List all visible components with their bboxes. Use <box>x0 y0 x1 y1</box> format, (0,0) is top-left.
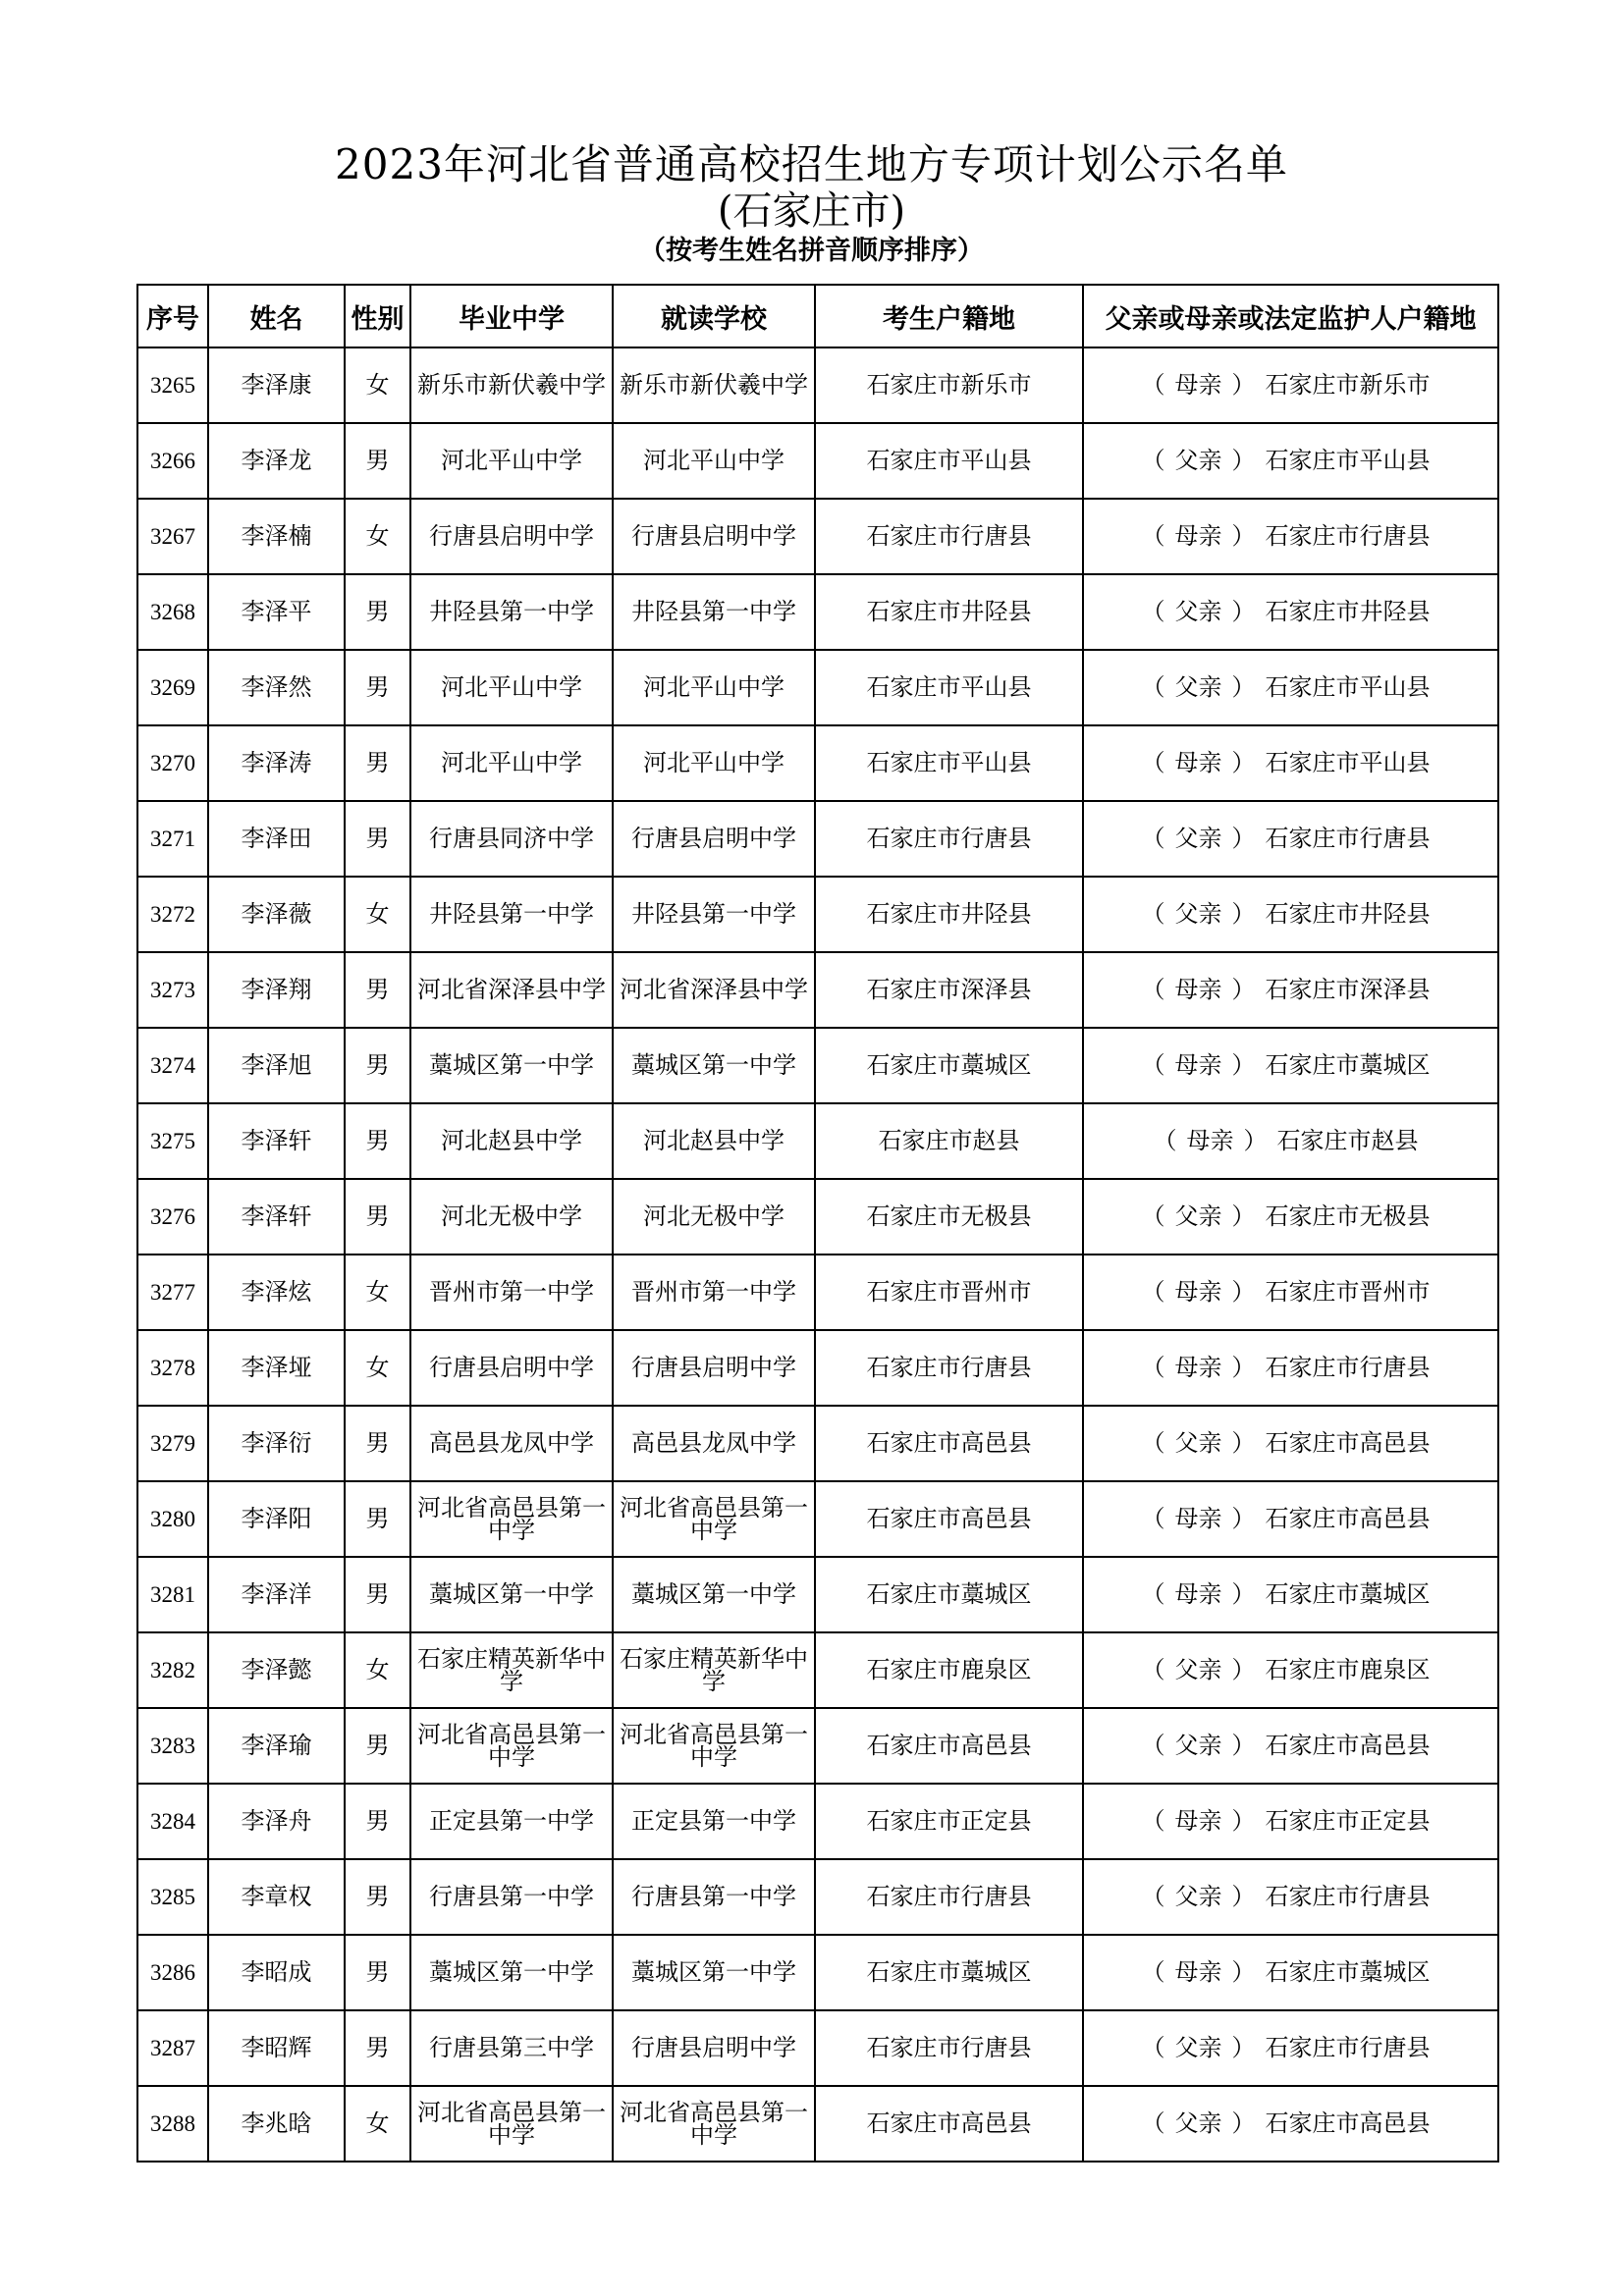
current-school-cell: 行唐县第一中学 <box>613 1859 815 1935</box>
guardian-hukou-cell: （ 母亲 ） 石家庄市藁城区 <box>1083 1028 1498 1103</box>
guardian-relation: 父亲 <box>1174 2034 1222 2061</box>
student-hukou-cell: 石家庄市鹿泉区 <box>815 1632 1083 1708</box>
guardian-hukou-cell: （ 父亲 ） 石家庄市高邑县 <box>1083 2086 1498 2162</box>
student-name-cell: 李昭成 <box>208 1935 345 2010</box>
guardian-relation: 父亲 <box>1174 598 1222 625</box>
gender-cell: 男 <box>345 423 410 499</box>
current-school-cell: 石家庄精英新华中学 <box>613 1632 815 1708</box>
guardian-hukou: 石家庄市高邑县 <box>1265 2109 1431 2137</box>
student-hukou-cell: 石家庄市高邑县 <box>815 1406 1083 1481</box>
current-school-cell: 井陉县第一中学 <box>613 877 815 952</box>
student-hukou-cell: 石家庄市井陉县 <box>815 877 1083 952</box>
guardian-hukou-cell: （ 父亲 ） 石家庄市行唐县 <box>1083 1859 1498 1935</box>
guardian-hukou: 石家庄市行唐县 <box>1265 1883 1431 1910</box>
guardian-hukou: 石家庄市高邑县 <box>1265 1732 1431 1759</box>
seq-number-cell: 3276 <box>137 1179 208 1255</box>
seq-number-cell: 3288 <box>137 2086 208 2162</box>
guardian-hukou: 石家庄市无极县 <box>1265 1202 1431 1230</box>
seq-number-cell: 3270 <box>137 725 208 801</box>
gender-cell: 女 <box>345 1632 410 1708</box>
graduate-school-cell: 河北平山中学 <box>410 650 613 725</box>
student-hukou-cell: 石家庄市无极县 <box>815 1179 1083 1255</box>
student-name-cell: 李泽衍 <box>208 1406 345 1481</box>
student-hukou-cell: 石家庄市正定县 <box>815 1784 1083 1859</box>
seq-number-cell: 3269 <box>137 650 208 725</box>
seq-number-cell: 3287 <box>137 2010 208 2086</box>
student-hukou-cell: 石家庄市行唐县 <box>815 1330 1083 1406</box>
seq-number-cell: 3279 <box>137 1406 208 1481</box>
graduate-school-cell: 河北平山中学 <box>410 725 613 801</box>
guardian-relation: 父亲 <box>1174 673 1222 701</box>
guardian-hukou-cell: （ 母亲 ） 石家庄市行唐县 <box>1083 499 1498 574</box>
guardian-relation: 母亲 <box>1174 1278 1222 1306</box>
student-hukou-cell: 石家庄市行唐县 <box>815 1859 1083 1935</box>
gender-cell: 男 <box>345 650 410 725</box>
guardian-relation: 父亲 <box>1174 1429 1222 1457</box>
gender-cell: 男 <box>345 2010 410 2086</box>
gender-cell: 女 <box>345 499 410 574</box>
current-school-cell: 河北平山中学 <box>613 650 815 725</box>
guardian-hukou-cell: （ 母亲 ） 石家庄市正定县 <box>1083 1784 1498 1859</box>
guardian-hukou: 石家庄市藁城区 <box>1265 1580 1431 1608</box>
table-header-row <box>137 285 1498 347</box>
guardian-hukou-cell: （ 母亲 ） 石家庄市平山县 <box>1083 725 1498 801</box>
column-header: 考生户籍地 <box>815 285 1083 347</box>
sort-note: （按考生姓名拼音顺序排序） <box>639 236 984 266</box>
graduate-school-cell: 河北平山中学 <box>410 423 613 499</box>
current-school-cell: 藁城区第一中学 <box>613 1028 815 1103</box>
student-hukou-cell: 石家庄市赵县 <box>815 1103 1083 1179</box>
student-name-cell: 李泽洋 <box>208 1557 345 1632</box>
seq-number-cell: 3273 <box>137 952 208 1028</box>
column-header: 姓名 <box>208 285 345 347</box>
seq-number-cell: 3275 <box>137 1103 208 1179</box>
guardian-relation: 母亲 <box>1174 976 1222 1003</box>
student-hukou-cell: 石家庄市平山县 <box>815 423 1083 499</box>
page-subtitle: (石家庄市) <box>717 188 906 234</box>
student-name-cell: 李泽轩 <box>208 1179 345 1255</box>
student-name-cell: 李泽薇 <box>208 877 345 952</box>
student-name-cell: 李泽瑜 <box>208 1708 345 1784</box>
graduate-school-cell: 河北无极中学 <box>410 1179 613 1255</box>
table-row <box>137 1859 1498 1935</box>
student-hukou-cell: 石家庄市藁城区 <box>815 1557 1083 1632</box>
column-header: 父亲或母亲或法定监护人户籍地 <box>1083 285 1498 347</box>
gender-cell: 女 <box>345 347 410 423</box>
seq-number-cell: 3272 <box>137 877 208 952</box>
gender-cell: 男 <box>345 1935 410 2010</box>
table-row <box>137 499 1498 574</box>
guardian-relation: 父亲 <box>1174 825 1222 852</box>
table-row <box>137 1028 1498 1103</box>
guardian-hukou-cell: （ 母亲 ） 石家庄市深泽县 <box>1083 952 1498 1028</box>
student-name-cell: 李泽舟 <box>208 1784 345 1859</box>
guardian-relation: 母亲 <box>1174 1580 1222 1608</box>
graduate-school-cell: 行唐县启明中学 <box>410 499 613 574</box>
gender-cell: 男 <box>345 1557 410 1632</box>
student-hukou-cell: 石家庄市新乐市 <box>815 347 1083 423</box>
guardian-hukou-cell: （ 母亲 ） 石家庄市藁城区 <box>1083 1935 1498 2010</box>
student-hukou-cell: 石家庄市行唐县 <box>815 801 1083 877</box>
current-school-cell: 河北平山中学 <box>613 423 815 499</box>
student-hukou-cell: 石家庄市平山县 <box>815 650 1083 725</box>
student-hukou-cell: 石家庄市高邑县 <box>815 2086 1083 2162</box>
table-row <box>137 1406 1498 1481</box>
gender-cell: 男 <box>345 1179 410 1255</box>
seq-number-cell: 3265 <box>137 347 208 423</box>
student-hukou-cell: 石家庄市高邑县 <box>815 1708 1083 1784</box>
current-school-cell: 正定县第一中学 <box>613 1784 815 1859</box>
guardian-relation: 母亲 <box>1174 1505 1222 1532</box>
seq-number-cell: 3285 <box>137 1859 208 1935</box>
graduate-school-cell: 行唐县第三中学 <box>410 2010 613 2086</box>
table-row <box>137 347 1498 423</box>
guardian-relation: 父亲 <box>1174 900 1222 928</box>
seq-number-cell: 3281 <box>137 1557 208 1632</box>
guardian-hukou: 石家庄市行唐县 <box>1265 2034 1431 2061</box>
guardian-relation: 母亲 <box>1186 1127 1234 1154</box>
gender-cell: 女 <box>345 1255 410 1330</box>
guardian-hukou: 石家庄市藁城区 <box>1265 1958 1431 1986</box>
current-school-cell: 晋州市第一中学 <box>613 1255 815 1330</box>
current-school-cell: 新乐市新伏羲中学 <box>613 347 815 423</box>
seq-number-cell: 3277 <box>137 1255 208 1330</box>
student-hukou-cell: 石家庄市井陉县 <box>815 574 1083 650</box>
gender-cell: 男 <box>345 801 410 877</box>
student-name-cell: 李兆晗 <box>208 2086 345 2162</box>
gender-cell: 女 <box>345 2086 410 2162</box>
current-school-cell: 藁城区第一中学 <box>613 1557 815 1632</box>
gender-cell: 男 <box>345 1406 410 1481</box>
seq-number-cell: 3266 <box>137 423 208 499</box>
gender-cell: 男 <box>345 1784 410 1859</box>
seq-number-cell: 3280 <box>137 1481 208 1557</box>
graduate-school-cell: 藁城区第一中学 <box>410 1935 613 2010</box>
guardian-relation: 母亲 <box>1174 749 1222 776</box>
seq-number-cell: 3278 <box>137 1330 208 1406</box>
guardian-hukou: 石家庄市高邑县 <box>1265 1429 1431 1457</box>
gender-cell: 女 <box>345 877 410 952</box>
current-school-cell: 行唐县启明中学 <box>613 801 815 877</box>
guardian-hukou-cell: （ 母亲 ） 石家庄市晋州市 <box>1083 1255 1498 1330</box>
table-row <box>137 1255 1498 1330</box>
student-name-cell: 李泽炫 <box>208 1255 345 1330</box>
current-school-cell: 河北省高邑县第一中学 <box>613 2086 815 2162</box>
table-row <box>137 650 1498 725</box>
gender-cell: 女 <box>345 1330 410 1406</box>
guardian-hukou: 石家庄市高邑县 <box>1265 1505 1431 1532</box>
seq-number-cell: 3274 <box>137 1028 208 1103</box>
graduate-school-cell: 新乐市新伏羲中学 <box>410 347 613 423</box>
guardian-relation: 父亲 <box>1174 1732 1222 1759</box>
guardian-hukou-cell: （ 父亲 ） 石家庄市高邑县 <box>1083 1708 1498 1784</box>
seq-number-cell: 3268 <box>137 574 208 650</box>
guardian-hukou-cell: （ 母亲 ） 石家庄市行唐县 <box>1083 1330 1498 1406</box>
guardian-hukou-cell: （ 父亲 ） 石家庄市鹿泉区 <box>1083 1632 1498 1708</box>
current-school-cell: 行唐县启明中学 <box>613 2010 815 2086</box>
student-name-cell: 李昭辉 <box>208 2010 345 2086</box>
student-name-cell: 李泽楠 <box>208 499 345 574</box>
guardian-hukou: 石家庄市井陉县 <box>1265 598 1431 625</box>
table-row <box>137 2010 1498 2086</box>
seq-number-cell: 3267 <box>137 499 208 574</box>
table-row <box>137 877 1498 952</box>
table-row <box>137 801 1498 877</box>
guardian-hukou: 石家庄市平山县 <box>1265 447 1431 474</box>
student-hukou-cell: 石家庄市藁城区 <box>815 1028 1083 1103</box>
seq-number-cell: 3283 <box>137 1708 208 1784</box>
table-row <box>137 725 1498 801</box>
student-name-cell: 李泽然 <box>208 650 345 725</box>
table-row <box>137 1330 1498 1406</box>
guardian-hukou-cell: （ 父亲 ） 石家庄市井陉县 <box>1083 877 1498 952</box>
graduate-school-cell: 行唐县启明中学 <box>410 1330 613 1406</box>
graduate-school-cell: 石家庄精英新华中学 <box>410 1632 613 1708</box>
column-header: 毕业中学 <box>410 285 613 347</box>
student-hukou-cell: 石家庄市晋州市 <box>815 1255 1083 1330</box>
guardian-hukou-cell: （ 父亲 ） 石家庄市行唐县 <box>1083 2010 1498 2086</box>
student-name-cell: 李泽涛 <box>208 725 345 801</box>
guardian-hukou-cell: （ 母亲 ） 石家庄市赵县 <box>1083 1103 1498 1179</box>
guardian-relation: 父亲 <box>1174 2109 1222 2137</box>
table-row <box>137 2086 1498 2162</box>
current-school-cell: 河北省深泽县中学 <box>613 952 815 1028</box>
guardian-hukou: 石家庄市新乐市 <box>1265 371 1431 399</box>
guardian-hukou-cell: （ 母亲 ） 石家庄市高邑县 <box>1083 1481 1498 1557</box>
student-hukou-cell: 石家庄市藁城区 <box>815 1935 1083 2010</box>
table-row <box>137 952 1498 1028</box>
guardian-relation: 母亲 <box>1174 371 1222 399</box>
guardian-hukou: 石家庄市深泽县 <box>1265 976 1431 1003</box>
guardian-hukou-cell: （ 母亲 ） 石家庄市藁城区 <box>1083 1557 1498 1632</box>
gender-cell: 男 <box>345 1859 410 1935</box>
table-row <box>137 423 1498 499</box>
student-name-cell: 李泽轩 <box>208 1103 345 1179</box>
guardian-hukou: 石家庄市行唐县 <box>1265 825 1431 852</box>
table-row <box>137 1179 1498 1255</box>
guardian-relation: 父亲 <box>1174 447 1222 474</box>
guardian-hukou: 石家庄市藁城区 <box>1265 1051 1431 1079</box>
admission-list-table <box>136 284 1499 2163</box>
student-hukou-cell: 石家庄市平山县 <box>815 725 1083 801</box>
column-header: 就读学校 <box>613 285 815 347</box>
graduate-school-cell: 井陉县第一中学 <box>410 877 613 952</box>
table-body <box>137 347 1498 2162</box>
gender-cell: 男 <box>345 1103 410 1179</box>
guardian-relation: 父亲 <box>1174 1202 1222 1230</box>
graduate-school-cell: 河北省高邑县第一中学 <box>410 2086 613 2162</box>
graduate-school-cell: 藁城区第一中学 <box>410 1028 613 1103</box>
guardian-hukou: 石家庄市正定县 <box>1265 1807 1431 1835</box>
seq-number-cell: 3284 <box>137 1784 208 1859</box>
table-row <box>137 1935 1498 2010</box>
student-name-cell: 李泽康 <box>208 347 345 423</box>
guardian-relation: 母亲 <box>1174 1807 1222 1835</box>
current-school-cell: 河北平山中学 <box>613 725 815 801</box>
student-name-cell: 李泽懿 <box>208 1632 345 1708</box>
gender-cell: 男 <box>345 1708 410 1784</box>
graduate-school-cell: 井陉县第一中学 <box>410 574 613 650</box>
gender-cell: 男 <box>345 1481 410 1557</box>
student-name-cell: 李泽旭 <box>208 1028 345 1103</box>
guardian-relation: 母亲 <box>1174 1051 1222 1079</box>
gender-cell: 男 <box>345 725 410 801</box>
student-name-cell: 李泽垭 <box>208 1330 345 1406</box>
guardian-hukou: 石家庄市平山县 <box>1265 673 1431 701</box>
student-hukou-cell: 石家庄市行唐县 <box>815 2010 1083 2086</box>
seq-number-cell: 3282 <box>137 1632 208 1708</box>
page-title: 2023年河北省普通高校招生地方专项计划公示名单 <box>335 140 1288 188</box>
graduate-school-cell: 河北赵县中学 <box>410 1103 613 1179</box>
graduate-school-cell: 正定县第一中学 <box>410 1784 613 1859</box>
table-row <box>137 1632 1498 1708</box>
gender-cell: 男 <box>345 952 410 1028</box>
graduate-school-cell: 行唐县同济中学 <box>410 801 613 877</box>
student-hukou-cell: 石家庄市行唐县 <box>815 499 1083 574</box>
table-row <box>137 1708 1498 1784</box>
student-name-cell: 李泽龙 <box>208 423 345 499</box>
guardian-hukou-cell: （ 父亲 ） 石家庄市井陉县 <box>1083 574 1498 650</box>
guardian-hukou-cell: （ 母亲 ） 石家庄市新乐市 <box>1083 347 1498 423</box>
guardian-relation: 母亲 <box>1174 1354 1222 1381</box>
student-hukou-cell: 石家庄市高邑县 <box>815 1481 1083 1557</box>
current-school-cell: 井陉县第一中学 <box>613 574 815 650</box>
guardian-hukou: 石家庄市赵县 <box>1276 1127 1419 1154</box>
guardian-hukou-cell: （ 父亲 ） 石家庄市无极县 <box>1083 1179 1498 1255</box>
graduate-school-cell: 行唐县第一中学 <box>410 1859 613 1935</box>
guardian-hukou-cell: （ 父亲 ） 石家庄市行唐县 <box>1083 801 1498 877</box>
graduate-school-cell: 河北省高邑县第一中学 <box>410 1481 613 1557</box>
student-name-cell: 李泽平 <box>208 574 345 650</box>
column-header: 性别 <box>345 285 410 347</box>
current-school-cell: 河北省高邑县第一中学 <box>613 1708 815 1784</box>
current-school-cell: 行唐县启明中学 <box>613 1330 815 1406</box>
table-row <box>137 1103 1498 1179</box>
guardian-hukou-cell: （ 父亲 ） 石家庄市平山县 <box>1083 650 1498 725</box>
guardian-hukou: 石家庄市行唐县 <box>1265 522 1431 550</box>
current-school-cell: 藁城区第一中学 <box>613 1935 815 2010</box>
guardian-hukou-cell: （ 父亲 ） 石家庄市平山县 <box>1083 423 1498 499</box>
graduate-school-cell: 藁城区第一中学 <box>410 1557 613 1632</box>
graduate-school-cell: 河北省深泽县中学 <box>410 952 613 1028</box>
student-name-cell: 李泽翔 <box>208 952 345 1028</box>
guardian-hukou-cell: （ 父亲 ） 石家庄市高邑县 <box>1083 1406 1498 1481</box>
gender-cell: 男 <box>345 1028 410 1103</box>
guardian-relation: 母亲 <box>1174 522 1222 550</box>
current-school-cell: 高邑县龙凤中学 <box>613 1406 815 1481</box>
guardian-hukou: 石家庄市鹿泉区 <box>1265 1656 1431 1683</box>
guardian-relation: 父亲 <box>1174 1883 1222 1910</box>
graduate-school-cell: 河北省高邑县第一中学 <box>410 1708 613 1784</box>
current-school-cell: 河北省高邑县第一中学 <box>613 1481 815 1557</box>
seq-number-cell: 3271 <box>137 801 208 877</box>
column-header: 序号 <box>137 285 208 347</box>
guardian-hukou: 石家庄市晋州市 <box>1265 1278 1431 1306</box>
guardian-hukou: 石家庄市平山县 <box>1265 749 1431 776</box>
student-name-cell: 李泽田 <box>208 801 345 877</box>
student-name-cell: 李章权 <box>208 1859 345 1935</box>
student-name-cell: 李泽阳 <box>208 1481 345 1557</box>
guardian-relation: 父亲 <box>1174 1656 1222 1683</box>
table-row <box>137 1784 1498 1859</box>
current-school-cell: 河北赵县中学 <box>613 1103 815 1179</box>
seq-number-cell: 3286 <box>137 1935 208 2010</box>
guardian-hukou: 石家庄市行唐县 <box>1265 1354 1431 1381</box>
guardian-relation: 母亲 <box>1174 1958 1222 1986</box>
guardian-hukou: 石家庄市井陉县 <box>1265 900 1431 928</box>
student-hukou-cell: 石家庄市深泽县 <box>815 952 1083 1028</box>
graduate-school-cell: 高邑县龙凤中学 <box>410 1406 613 1481</box>
gender-cell: 男 <box>345 574 410 650</box>
table-row <box>137 1481 1498 1557</box>
current-school-cell: 河北无极中学 <box>613 1179 815 1255</box>
table-row <box>137 1557 1498 1632</box>
graduate-school-cell: 晋州市第一中学 <box>410 1255 613 1330</box>
current-school-cell: 行唐县启明中学 <box>613 499 815 574</box>
table-row <box>137 574 1498 650</box>
